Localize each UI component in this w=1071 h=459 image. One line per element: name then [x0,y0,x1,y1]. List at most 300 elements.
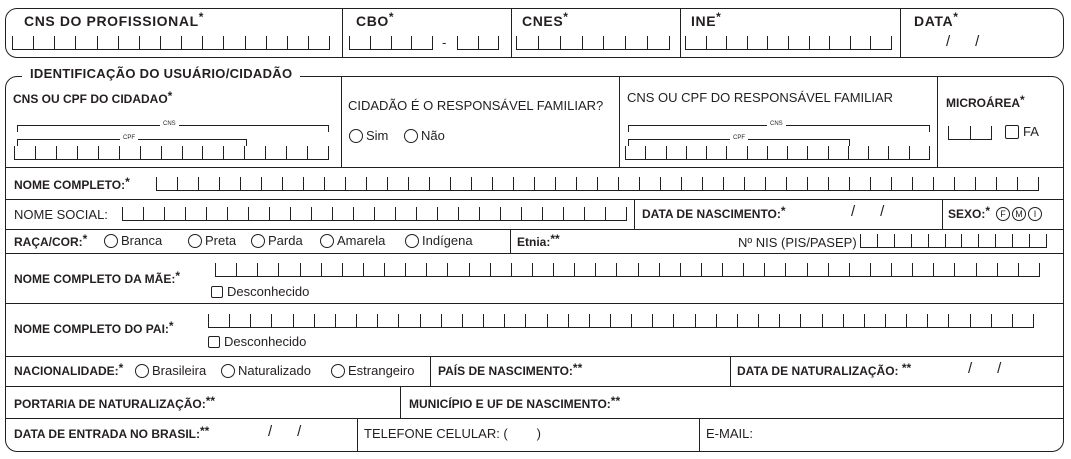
digit-cell[interactable] [895,234,912,247]
divider [6,303,1063,304]
digit-cell[interactable] [674,314,695,327]
digit-cell[interactable] [288,36,309,49]
digit-cell[interactable] [144,207,165,220]
data-naturalizacao-label: DATA DE NATURALIZAÇÃO: ** [737,361,912,378]
digit-cell[interactable] [810,36,831,49]
digit-cell[interactable] [350,36,371,49]
sexo-i-radio[interactable]: I [1028,207,1042,221]
digit-cell[interactable] [632,314,653,327]
digit-cell[interactable] [267,36,288,49]
digit-cell[interactable] [598,177,619,190]
digit-cell[interactable] [696,314,717,327]
digit-cell[interactable] [203,146,224,159]
digit-cell[interactable] [829,177,850,190]
digit-cell[interactable] [667,146,687,159]
digit-cell[interactable] [371,36,392,49]
digit-cell[interactable] [357,314,378,327]
digit-cell[interactable] [375,207,396,220]
digit-cell[interactable] [971,314,992,327]
radio-circle[interactable] [188,234,202,248]
digit-cell[interactable] [723,263,744,276]
digit-cell[interactable] [992,314,1013,327]
digit-cell[interactable] [996,234,1013,247]
digit-cell[interactable] [262,177,283,190]
data-naturalizacao-field[interactable]: / / [968,360,1002,377]
nao-radio[interactable]: Não [404,128,445,144]
digit-cell[interactable] [245,146,266,159]
digit-cell[interactable] [808,263,829,276]
digit-cell[interactable] [430,177,451,190]
digit-cell[interactable] [681,263,702,276]
digit-cell[interactable] [962,234,979,247]
checkbox-box[interactable] [1005,125,1019,139]
digit-cell[interactable] [871,177,892,190]
digit-cell[interactable] [505,314,526,327]
digit-cell[interactable] [788,146,808,159]
digit-cell[interactable] [421,314,442,327]
radio-circle[interactable] [404,129,418,143]
digit-cell[interactable] [209,314,230,327]
digit-cell[interactable] [203,36,224,49]
digit-cell[interactable] [548,314,569,327]
digit-cell[interactable] [639,263,660,276]
digit-cell[interactable] [971,126,993,139]
digit-cell[interactable] [869,146,889,159]
digit-cell[interactable] [577,177,598,190]
digit-cell[interactable] [717,314,738,327]
digit-cell[interactable] [308,146,329,159]
digit-cell[interactable] [258,263,279,276]
digit-cell[interactable] [829,146,849,159]
digit-cell[interactable] [543,207,564,220]
digit-cell[interactable] [55,36,76,49]
digit-cell[interactable] [301,263,322,276]
digit-cell[interactable] [354,207,375,220]
nome-pai-label: NOME COMPLETO DO PAI:* [14,319,174,336]
nome-pai-field[interactable] [208,314,1034,328]
digit-cell[interactable] [1013,234,1030,247]
digit-cell[interactable] [228,207,249,220]
digit-cell[interactable] [660,263,681,276]
digit-cell[interactable] [98,36,119,49]
digit-cell[interactable] [596,263,617,276]
digit-cell[interactable] [619,177,640,190]
digit-cell[interactable] [1013,314,1034,327]
digit-cell[interactable] [364,263,385,276]
digit-cell[interactable] [186,207,207,220]
digit-cell[interactable] [626,146,646,159]
radio-circle[interactable] [405,234,419,248]
digit-cell[interactable] [417,207,438,220]
digit-cell[interactable] [322,263,343,276]
digit-cell[interactable] [36,146,57,159]
raca-amarela-radio[interactable]: Amarela [320,233,385,249]
digit-cell[interactable] [207,207,228,220]
digit-cell[interactable] [929,234,946,247]
radio-circle[interactable] [251,234,265,248]
digit-cell[interactable] [556,177,577,190]
digit-cell[interactable] [57,146,78,159]
digit-cell[interactable] [606,207,627,220]
ine-field[interactable] [685,36,892,50]
data-entrada-label: DATA DE ENTRADA NO BRASIL:** [14,424,210,441]
checkbox-box[interactable] [208,336,220,348]
digit-cell[interactable] [910,146,930,159]
digit-cell[interactable] [294,314,315,327]
digit-cell[interactable] [241,177,262,190]
raca-parda-radio[interactable]: Parda [251,233,303,249]
fa-checkbox[interactable]: FA [1005,124,1039,140]
radio-circle[interactable] [221,364,235,378]
nome-mae-field[interactable] [215,263,1040,277]
cns-small-label: CNS [160,121,179,127]
digit-cell[interactable] [808,177,829,190]
digit-cell[interactable] [646,146,666,159]
digit-cell[interactable] [626,36,648,49]
digit-cell[interactable] [78,146,99,159]
digit-cell[interactable] [442,314,463,327]
digit-cell[interactable] [934,177,955,190]
nis-field[interactable] [860,234,1047,248]
digit-cell[interactable] [759,314,780,327]
digit-cell[interactable] [406,263,427,276]
digit-cell[interactable] [808,146,828,159]
digit-cell[interactable] [412,36,433,49]
digit-cell[interactable] [748,146,768,159]
nacionalidade-brasileira-radio[interactable]: Brasileira [135,363,206,379]
digit-cell[interactable] [522,207,543,220]
digit-cell[interactable] [514,177,535,190]
digit-cell[interactable] [182,36,203,49]
digit-cell[interactable] [850,263,871,276]
digit-cell[interactable] [304,177,325,190]
digit-cell[interactable] [617,263,638,276]
digit-cell[interactable] [850,177,871,190]
cbo-field-part2[interactable] [457,36,499,50]
cns-profissional-field[interactable] [12,36,330,50]
digit-cell[interactable] [501,207,522,220]
raca-indigena-radio[interactable]: Indígena [405,233,473,249]
digit-cell[interactable] [789,36,810,49]
digit-cell[interactable] [396,207,417,220]
digit-cell[interactable] [526,314,547,327]
digit-cell[interactable] [230,314,251,327]
cns-cpf-responsavel-label: CNS OU CPF DO RESPONSÁVEL FAMILIAR [627,90,894,105]
digit-cell[interactable] [392,36,413,49]
digit-cell[interactable] [251,314,272,327]
digit-cell[interactable] [220,177,241,190]
digit-cell[interactable] [123,207,144,220]
divider [900,9,901,57]
digit-cell[interactable] [830,36,851,49]
digit-cell[interactable] [309,36,330,49]
radio-circle[interactable] [320,234,334,248]
digit-cell[interactable] [246,36,267,49]
cnes-field[interactable] [516,36,670,50]
nome-social-field[interactable] [122,207,627,221]
digit-cell[interactable] [249,207,270,220]
sexo-m-radio[interactable]: M [1012,207,1026,221]
radio-circle[interactable] [349,129,363,143]
digit-cell[interactable] [892,177,913,190]
digit-cell[interactable] [1018,177,1039,190]
digit-cell[interactable] [216,263,237,276]
etnia-label: Etnia:** [517,232,560,249]
digit-cell[interactable] [707,36,728,49]
checkbox-box[interactable] [211,286,223,298]
digit-cell[interactable] [554,263,575,276]
digit-cell[interactable] [343,263,364,276]
digit-cell[interactable] [583,36,605,49]
digit-cell[interactable] [724,177,745,190]
digit-cell[interactable] [886,314,907,327]
digit-cell[interactable] [458,36,479,49]
digit-cell[interactable] [333,207,354,220]
digit-cell[interactable] [786,263,807,276]
digit-cell[interactable] [183,146,204,159]
divider [400,387,401,418]
digit-cell[interactable] [99,146,120,159]
digit-cell[interactable] [279,263,300,276]
digit-cell[interactable] [291,207,312,220]
digit-cell[interactable] [484,314,505,327]
digit-cell[interactable] [844,314,865,327]
digit-cell[interactable] [315,314,336,327]
digit-cell[interactable] [325,177,346,190]
digit-cell[interactable] [459,207,480,220]
digit-cell[interactable] [727,146,747,159]
digit-cell[interactable] [998,263,1019,276]
digit-cell[interactable] [15,146,36,159]
digit-cell[interactable] [283,177,304,190]
digit-cell[interactable] [399,314,420,327]
digit-cell[interactable] [533,263,554,276]
digit-cell[interactable] [388,177,409,190]
digit-cell[interactable] [787,177,808,190]
digit-cell[interactable] [287,146,308,159]
radio-circle[interactable] [135,364,149,378]
digit-cell[interactable] [535,177,556,190]
cbo-field-part1[interactable] [349,36,433,50]
digit-cell[interactable] [744,263,765,276]
digit-cell[interactable] [409,177,430,190]
digit-cell[interactable] [590,314,611,327]
digit-cell[interactable] [738,314,759,327]
data-label: DATA* [914,10,959,29]
digit-cell[interactable] [312,207,333,220]
digit-cell[interactable] [640,177,661,190]
divider [6,356,1063,357]
digit-cell[interactable] [493,177,514,190]
cns-small-label-responsavel: CNS [767,121,786,127]
digit-cell[interactable] [686,36,707,49]
divider [634,200,635,229]
divider [6,167,1063,168]
digit-cell[interactable] [745,177,766,190]
digit-cell[interactable] [912,234,929,247]
digit-cell[interactable] [472,177,493,190]
divider [510,230,511,253]
nome-social-label: NOME SOCIAL: [14,207,108,222]
sim-radio[interactable]: Sim [349,128,388,144]
digit-cell[interactable] [682,177,703,190]
digit-cell[interactable] [451,177,472,190]
digit-cell[interactable] [272,314,293,327]
digit-cell[interactable] [157,177,178,190]
digit-cell[interactable] [611,314,632,327]
divider [730,357,731,386]
digit-cell[interactable] [979,234,996,247]
digit-cell[interactable] [162,146,183,159]
digit-cell[interactable] [928,314,949,327]
mae-desconhecido-checkbox[interactable]: Desconhecido [211,284,309,299]
digit-cell[interactable] [871,36,892,49]
digit-cell[interactable] [165,207,186,220]
nome-completo-field[interactable] [156,177,1039,191]
digit-cell[interactable] [780,314,801,327]
digit-cell[interactable] [892,263,913,276]
digit-cell[interactable] [955,177,976,190]
digit-cell[interactable] [161,36,182,49]
digit-cell[interactable] [861,234,878,247]
digit-cell[interactable] [878,234,895,247]
digit-cell[interactable] [224,146,245,159]
digit-cell[interactable] [517,36,539,49]
divider [619,77,620,167]
digit-cell[interactable] [727,36,748,49]
digit-cell[interactable] [237,263,258,276]
digit-cell[interactable] [76,36,97,49]
digit-cell[interactable] [949,314,970,327]
digit-cell[interactable] [748,36,769,49]
radio-circle[interactable] [104,234,118,248]
telefone-field[interactable]: TELEFONE CELULAR: ( ) [364,426,541,441]
digit-cell[interactable] [448,263,469,276]
digit-cell[interactable] [470,263,491,276]
data-entrada-field[interactable]: / / [268,423,302,440]
divider [357,419,358,451]
digit-cell[interactable] [1019,263,1040,276]
portaria-label: PORTARIA DE NATURALIZAÇÃO:** [14,394,216,411]
divider [6,386,1063,387]
digit-cell[interactable] [385,263,406,276]
digit-cell[interactable] [707,146,727,159]
digit-cell[interactable] [997,177,1018,190]
digit-cell[interactable] [871,263,892,276]
digit-cell[interactable] [977,263,998,276]
digit-cell[interactable] [270,207,291,220]
digit-cell[interactable] [427,263,448,276]
digit-cell[interactable] [849,146,869,159]
digit-cell[interactable] [687,146,707,159]
digit-cell[interactable] [653,314,674,327]
digit-cell[interactable] [561,36,583,49]
pais-nascimento-label: PAÍS DE NASCIMENTO:** [438,361,583,378]
digit-cell[interactable] [336,314,357,327]
digit-cell[interactable] [765,263,786,276]
digit-cell[interactable] [438,207,459,220]
nome-completo-label: NOME COMPLETO:* [14,175,130,192]
digit-cell[interactable] [367,177,388,190]
digit-cell[interactable] [512,263,533,276]
digit-cell[interactable] [801,314,822,327]
digit-cell[interactable] [346,177,367,190]
digit-cell[interactable] [13,36,34,49]
digit-cell[interactable] [823,314,844,327]
digit-cell[interactable] [661,177,682,190]
digit-cell[interactable] [949,126,971,139]
digit-cell[interactable] [702,263,723,276]
divider [680,9,681,57]
nacionalidade-naturalizado-radio[interactable]: Naturalizado [221,363,311,379]
microarea-label: MICROÁREA* [946,93,1025,110]
digit-cell[interactable] [266,146,287,159]
data-field[interactable]: / / [946,33,980,50]
digit-cell[interactable] [564,207,585,220]
digit-cell[interactable] [865,314,886,327]
digit-cell[interactable] [955,263,976,276]
digit-cell[interactable] [766,177,787,190]
digit-cell[interactable] [829,263,850,276]
digit-cell[interactable] [569,314,590,327]
digit-cell[interactable] [907,314,928,327]
cns-cpf-responsavel-field[interactable] [625,146,930,160]
radio-circle[interactable] [331,364,345,378]
nacionalidade-estrangeiro-radio[interactable]: Estrangeiro [331,363,414,379]
digit-cell[interactable] [946,234,963,247]
digit-cell[interactable] [768,146,788,159]
divider [937,77,938,167]
sexo-f-radio[interactable]: F [996,207,1010,221]
digit-cell[interactable] [703,177,724,190]
digit-cell[interactable] [34,36,55,49]
cns-cpf-cidadao-field[interactable] [14,146,329,160]
digit-cell[interactable] [604,36,626,49]
cbo-label: CBO* [356,10,395,29]
digit-cell[interactable] [1030,234,1047,247]
digit-cell[interactable] [913,263,934,276]
digit-cell[interactable] [199,177,220,190]
digit-cell[interactable] [479,36,500,49]
digit-cell[interactable] [120,146,141,159]
digit-cell[interactable] [480,207,501,220]
digit-cell[interactable] [934,263,955,276]
digit-cell[interactable] [463,314,484,327]
digit-cell[interactable] [378,314,399,327]
digit-cell[interactable] [976,177,997,190]
digit-cell[interactable] [851,36,872,49]
digit-cell[interactable] [491,263,512,276]
raca-preta-radio[interactable]: Preta [188,233,236,249]
pai-desconhecido-checkbox[interactable]: Desconhecido [208,334,306,349]
digit-cell[interactable] [648,36,670,49]
digit-cell[interactable] [539,36,561,49]
digit-cell[interactable] [141,146,162,159]
digit-cell[interactable] [140,36,161,49]
microarea-field[interactable] [948,126,992,140]
digit-cell[interactable] [768,36,789,49]
digit-cell[interactable] [224,36,245,49]
data-nascimento-field[interactable]: / / [851,203,885,220]
digit-cell[interactable] [119,36,140,49]
digit-cell[interactable] [889,146,909,159]
digit-cell[interactable] [178,177,199,190]
raca-branca-radio[interactable]: Branca [104,233,162,249]
digit-cell[interactable] [575,263,596,276]
email-field[interactable]: E-MAIL: [706,426,753,441]
digit-cell[interactable] [913,177,934,190]
digit-cell[interactable] [585,207,606,220]
